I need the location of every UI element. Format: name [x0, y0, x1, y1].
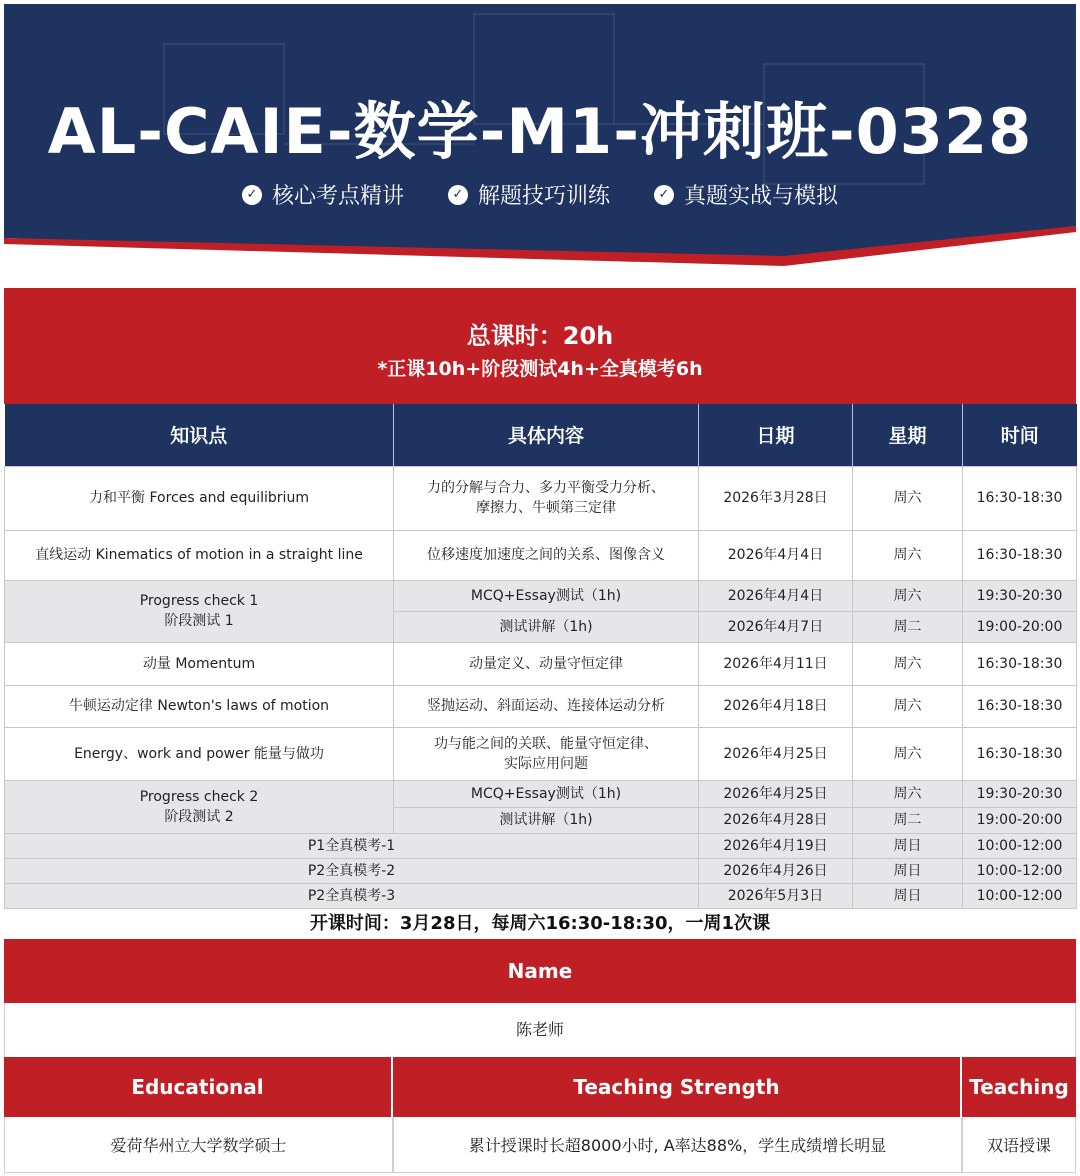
date-cell: 2026年4月26日 — [699, 858, 853, 883]
column-header-time: 时间 — [963, 404, 1077, 466]
time-cell: 16:30-18:30 — [963, 466, 1077, 530]
topic-cell: 直线运动 Kinematics of motion in a straight line — [5, 530, 394, 580]
weekday-cell: 周六 — [853, 530, 963, 580]
content-cell: 测试讲解（1h) — [394, 807, 699, 833]
topic-cell: 牛顿运动定律 Newton's laws of motion — [5, 685, 394, 727]
time-cell: 16:30-18:30 — [963, 530, 1077, 580]
content-cell: 竖抛运动、斜面运动、连接体运动分析 — [394, 685, 699, 727]
check-circle-icon: ✓ — [242, 185, 262, 205]
content-cell: MCQ+Essay测试（1h) — [394, 780, 699, 807]
weekday-cell: 周六 — [853, 580, 963, 611]
teaching-strength-header: Teaching Strength — [393, 1057, 962, 1117]
check-circle-icon: ✓ — [654, 185, 674, 205]
time-cell: 16:30-18:30 — [963, 642, 1077, 685]
time-cell: 10:00-12:00 — [963, 883, 1077, 908]
content-cell: 动量定义、动量守恒定律 — [394, 642, 699, 685]
teaching-strength-value: 累计授课时长超8000小时, A率达88%，学生成绩增长明显 — [393, 1117, 962, 1172]
education-value: 爱荷华州立大学数学硕士 — [4, 1117, 393, 1172]
weekday-cell: 周日 — [853, 858, 963, 883]
teaching-header: Teaching — [962, 1057, 1076, 1117]
header-banner — [4, 4, 1076, 286]
column-header-topic: 知识点 — [5, 404, 394, 466]
weekday-cell: 周二 — [853, 611, 963, 642]
table-row — [5, 685, 1077, 727]
feature-label: 核心考点精讲 — [271, 184, 404, 209]
topic-cell: Progress check 2 阶段测试 2 — [5, 780, 394, 833]
teacher-name: 陈老师 — [4, 1003, 1076, 1057]
table-row — [5, 833, 1077, 858]
weekday-cell: 周六 — [853, 642, 963, 685]
date-cell: 2026年4月19日 — [699, 833, 853, 858]
table-row — [5, 642, 1077, 685]
time-cell: 10:00-12:00 — [963, 833, 1077, 858]
weekday-cell: 周六 — [853, 466, 963, 530]
weekday-cell: 周日 — [853, 833, 963, 858]
table-row — [5, 580, 1077, 611]
date-cell: 2026年4月25日 — [699, 727, 853, 780]
feature-list — [4, 179, 1076, 210]
date-cell: 2026年4月4日 — [699, 580, 853, 611]
topic-cell: P2全真模考-3 — [5, 883, 699, 908]
content-cell: 测试讲解（1h) — [394, 611, 699, 642]
column-header-date: 日期 — [699, 404, 853, 466]
topic-cell: P2全真模考-2 — [5, 858, 699, 883]
total-hours: 总课时：20h — [466, 322, 614, 350]
feature-item — [448, 179, 610, 210]
time-cell: 10:00-12:00 — [963, 858, 1077, 883]
hours-breakdown: *正课10h+阶段测试4h+全真模考6h — [377, 358, 703, 380]
table-row — [5, 883, 1077, 908]
table-row — [5, 727, 1077, 780]
time-cell: 19:00-20:00 — [963, 807, 1077, 833]
time-cell: 16:30-18:30 — [963, 685, 1077, 727]
time-cell: 19:00-20:00 — [963, 611, 1077, 642]
check-circle-icon: ✓ — [448, 185, 468, 205]
date-cell: 2026年5月3日 — [699, 883, 853, 908]
weekday-cell: 周日 — [853, 883, 963, 908]
weekday-cell: 周六 — [853, 780, 963, 807]
date-cell: 2026年4月18日 — [699, 685, 853, 727]
date-cell: 2026年4月25日 — [699, 780, 853, 807]
table-header-row — [5, 404, 1077, 466]
time-cell: 19:30-20:30 — [963, 780, 1077, 807]
topic-cell: 力和平衡 Forces and equilibrium — [5, 466, 394, 530]
table-row — [5, 530, 1077, 580]
date-cell: 2026年4月7日 — [699, 611, 853, 642]
course-start-note: 开课时间：3月28日，每周六16:30-18:30，一周1次课 — [309, 913, 771, 934]
content-cell: MCQ+Essay测试（1h) — [394, 580, 699, 611]
content-cell: 位移速度加速度之间的关系、图像含义 — [394, 530, 699, 580]
date-cell: 2026年4月11日 — [699, 642, 853, 685]
content-cell: 力的分解与合力、多力平衡受力分析、 摩擦力、牛顿第三定律 — [394, 466, 699, 530]
feature-label: 解题技巧训练 — [477, 184, 610, 209]
topic-cell: Energy、work and power 能量与做功 — [5, 727, 394, 780]
table-row — [5, 858, 1077, 883]
page-title: AL-CAIE-数学-M1-冲刺班-0328 — [47, 95, 1033, 168]
date-cell: 2026年4月28日 — [699, 807, 853, 833]
column-header-weekday: 星期 — [853, 404, 963, 466]
weekday-cell: 周六 — [853, 727, 963, 780]
total-hours-band — [4, 288, 1076, 404]
time-cell: 16:30-18:30 — [963, 727, 1077, 780]
feature-item — [242, 179, 404, 210]
time-cell: 19:30-20:30 — [963, 580, 1077, 611]
topic-cell: P1全真模考-1 — [5, 833, 699, 858]
teaching-value: 双语授课 — [962, 1117, 1076, 1172]
feature-item — [654, 179, 838, 210]
column-header-content: 具体内容 — [394, 404, 699, 466]
content-cell: 功与能之间的关联、能量守恒定律、 实际应用问题 — [394, 727, 699, 780]
topic-cell: 动量 Momentum — [5, 642, 394, 685]
weekday-cell: 周二 — [853, 807, 963, 833]
table-row — [5, 466, 1077, 530]
teacher-info-value-row — [4, 1117, 1076, 1173]
education-header: Educational — [4, 1057, 393, 1117]
teacher-info-header-row — [4, 1057, 1076, 1117]
feature-label: 真题实战与模拟 — [684, 184, 839, 209]
date-cell: 2026年3月28日 — [699, 466, 853, 530]
topic-cell: Progress check 1 阶段测试 1 — [5, 580, 394, 642]
table-row — [5, 780, 1077, 807]
teacher-name-header: Name — [4, 939, 1076, 1003]
schedule-table — [4, 404, 1077, 909]
weekday-cell: 周六 — [853, 685, 963, 727]
date-cell: 2026年4月4日 — [699, 530, 853, 580]
